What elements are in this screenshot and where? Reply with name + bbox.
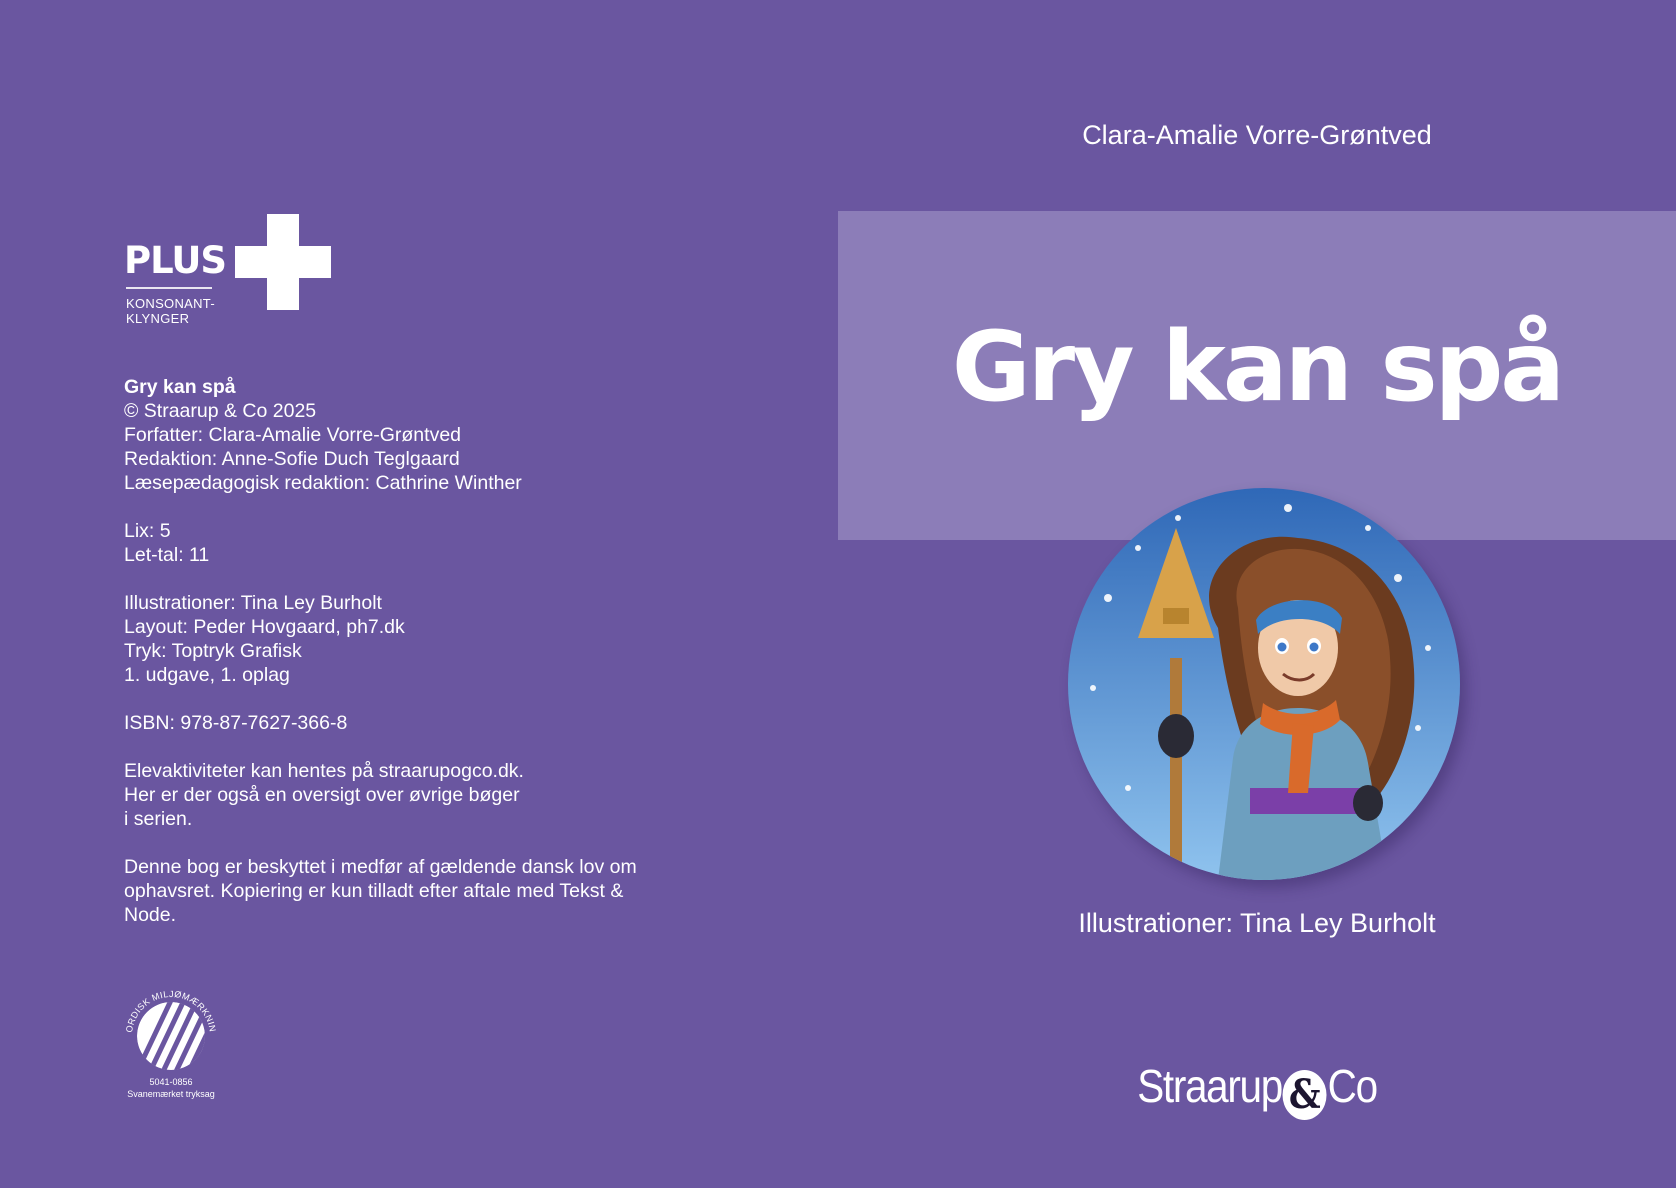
series-logo-subtitle [126,296,215,326]
colophon-illustrations: Illustrationer: Tina Ley Burholt [124,592,382,614]
plus-cross-icon [235,214,331,310]
series-logo-underline [126,287,212,289]
swan-ecolabel [116,984,226,1104]
publisher-name-right: Co [1327,1060,1377,1112]
swan-ecolabel-icon [116,984,226,1076]
series-logo-subtitle-line2: KLYNGER [126,311,190,326]
colophon-edition: 1. udgave, 1. oplag [124,664,290,686]
publisher-ampersand: & [1283,1070,1327,1120]
colophon-lix: Lix: 5 [124,520,171,542]
colophon-activities-line1: Elevaktiviteter kan hentes på straarupogco.dk. [124,760,524,782]
cover-illustration [1068,488,1460,880]
cover-title: Gry kan spå [951,311,1563,423]
colophon-notice-line2: ophavsret. Kopiering er kun tilladt efter aftale med Tekst & [124,880,624,902]
colophon-notice-line1: Denne bog er beskyttet i medfør af gældende dansk lov om [124,856,637,878]
colophon-let-tal: Let-tal: 11 [124,544,210,566]
colophon-author: Forfatter: Clara-Amalie Vorre-Grøntved [124,424,462,446]
swan-license-code: 5041-0856 [149,1077,193,1087]
publisher-logo [888,1058,1625,1120]
series-logo [124,214,334,334]
swan-ring-text: ORDISK MILJØMÆRKNIN [124,988,218,1034]
series-logo-subtitle-line1: KONSONANT- [126,296,215,311]
publisher-name-left: Straarup [1137,1060,1282,1112]
colophon-editor: Redaktion: Anne-Sofie Duch Teglgaard [124,448,460,470]
front-cover [838,0,1676,1188]
colophon-title: Gry kan spå [124,376,236,398]
colophon-reading-editor: Læsepædagogisk redaktion: Cathrine Winther [124,472,522,494]
swan-caption: Svanemærket tryksag [127,1089,215,1099]
girl-with-broom-illustration [1068,488,1460,880]
series-logo-word: PLUS [124,239,227,282]
colophon-activities-line2: Her er der også en oversigt over øvrige bøger [124,784,520,806]
cover-illustrator-credit: Illustrationer: Tina Ley Burholt [1078,908,1436,938]
colophon-activities-line3: i serien. [124,808,193,830]
swan-ecolabel-text [116,1076,226,1100]
colophon-layout: Layout: Peder Hovgaard, ph7.dk [124,616,405,638]
colophon-isbn: ISBN: 978-87-7627-366-8 [124,712,348,734]
colophon [124,375,724,927]
colophon-notice-line3: Node. [124,904,177,926]
colophon-print: Tryk: Toptryk Grafisk [124,640,302,662]
cover-author: Clara-Amalie Vorre-Grøntved [1082,120,1432,150]
colophon-copyright: © Straarup & Co 2025 [124,400,317,422]
